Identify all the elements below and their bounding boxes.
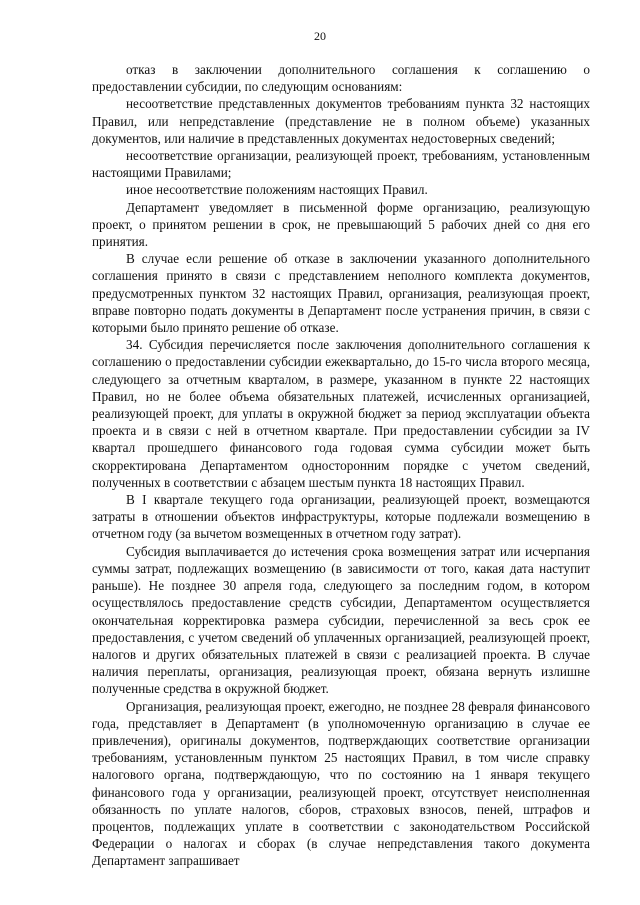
- paragraph-clause-34: 34. Субсидия перечисляется после заключения дополнительного соглашения к соглашению о предоставлении субсидии ежеквартально, до 15-го числа второго месяца, следующего за отчетным кварталом, в размере, указанном в пункте 22 настоящих Правил, но не более объема обязательных платежей, исчисленных организацией, реализующей проект, для уплаты в окружной бюджет за период эксплуатации объекта проекта и в связи с ней в отчетном квартале. При предоставлении субсидии за IV квартал прошедшего финансового года годовая сумма субсидии может быть скорректирована Департаментом односторонним порядке с учетом сведений, полученных в соответствии с абзацем шестым пункта 18 настоящих Правил.: [92, 337, 590, 490]
- paragraph-organization-mismatch: несоответствие организации, реализующей проект, требованиям, установленным настоящими Правилами;: [92, 148, 590, 181]
- paragraph-annual-documents: Организация, реализующая проект, ежегодно, не позднее 28 февраля финансового года, представляет в Департамент (в уполномоченную организацию в случае ее привлечения), оригиналы документов, подтверждающих соответствие организации требованиям, установленным пунктом 25 настоящих Правил, в том числе справку налогового органа, подтверждающую, что по состоянию на 1 января текущего финансового года у организации, реализующей проект, отсутствует неисполненная обязанность по уплате налогов, сборов, страховых взносов, пеней, штрафов и процентов, подлежащих уплате в соответствии с законодательством Российской Федерации о налогах и сборах (в случае непредставления такого документа Департамент запрашивает: [92, 698, 590, 869]
- paragraph-notification: Департамент уведомляет в письменной форме организацию, реализующую проект, о принятом решении в срок, не превышающий 5 рабочих дней со дня его принятия.: [92, 199, 590, 250]
- paragraph-resubmission: В случае если решение об отказе в заключении указанного дополнительного соглашения принято в связи с представлением неполного комплекта документов, предусмотренных пунктом 32 настоящих Правил, организация, реализующая проект, вправе повторно подать документы в Департамент после устранения причин, в связи с которыми было принято решение об отказе.: [92, 251, 590, 336]
- paragraph-q1-reimbursement: В I квартале текущего года организации, реализующей проект, возмещаются затраты в отношении объектов инфраструктуры, которые подлежали возмещению в отчетном году (за вычетом возмещенных в отчетном году затрат).: [92, 492, 590, 542]
- page-number: 20: [314, 29, 326, 43]
- paragraph-refusal-grounds: отказ в заключении дополнительного соглашения к соглашению о предоставлении субсидии, по следующим основаниям:: [92, 62, 590, 95]
- paragraph-other-mismatch: иное несоответствие положениям настоящих Правил.: [126, 182, 428, 198]
- paragraph-final-adjustment: Субсидия выплачивается до истечения срока возмещения затрат или исчерпания суммы затрат, подлежащих возмещению (в зависимости от того, какая дата наступит раньше). Не позднее 30 апреля года, следующего за последним годом, в котором осуществлялось предоставление средств субсидии, Департаментом осуществляется окончательная корректировка размера субсидии, перечисленной за весь срок ее предоставления, с учетом сведений об уплаченных организацией, реализующей проект, налогов и других обязательных платежей в связи с реализацией проекта. В случае наличия переплаты, организация, реализующая проект, обязана вернуть излишне полученные средства в окружной бюджет.: [92, 543, 590, 697]
- paragraph-documents-mismatch: несоответствие представленных документов требованиям пункта 32 настоящих Правил, или непредставление (представление не в полном объеме) указанных документов, или наличие в представленных документах недостоверных сведений;: [92, 96, 590, 146]
- document-body: [92, 61, 590, 870]
